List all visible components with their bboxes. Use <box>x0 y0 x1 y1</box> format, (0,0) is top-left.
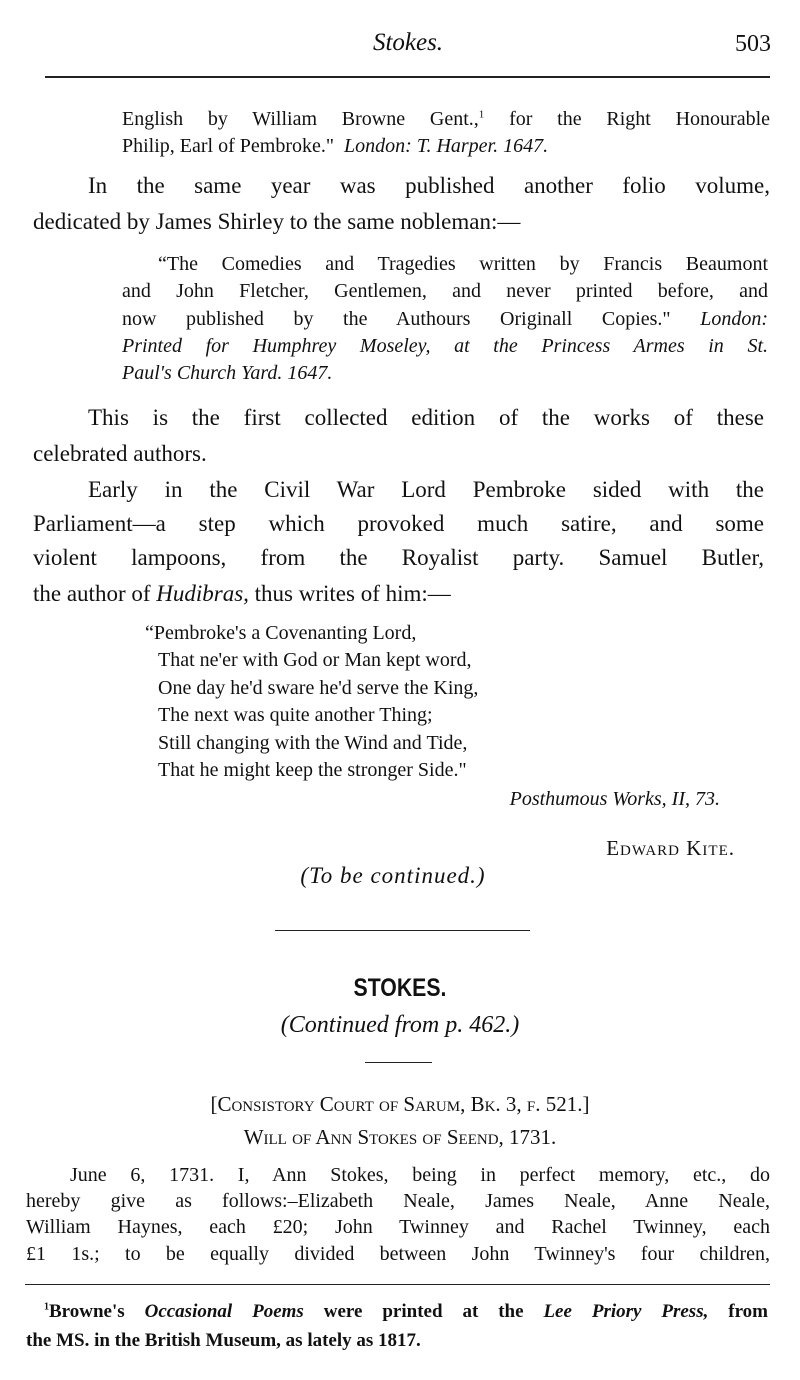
quote-line: “The Comedies and Tragedies written by Francis Beaumont <box>158 253 768 275</box>
quote-line <box>122 309 768 329</box>
will-line: William Haynes, each £20; John Twinney and Rachel Twinney, each <box>26 1216 770 1238</box>
will-line: June 6, 1731. I, Ann Stokes, being in perfect memory, etc., do <box>70 1164 770 1186</box>
paragraph-line: celebrated authors. <box>33 441 207 466</box>
footnote-ref[interactable]: 1 <box>478 108 485 121</box>
text: thus writes of him:— <box>254 581 451 606</box>
poem-line: One day he'd sware he'd serve the King, <box>158 677 479 699</box>
footnote-mark: 1 <box>44 1301 49 1313</box>
text: were printed at the <box>323 1301 524 1322</box>
short-rule <box>365 1062 432 1063</box>
paragraph-line: Early in the Civil War Lord Pembroke sided with the <box>88 477 764 502</box>
footnote-line: the MS. in the British Museum, as lately as 1817. <box>26 1330 421 1351</box>
will-title: Will of Ann Stokes of Seend, 1731. <box>243 1125 557 1149</box>
imprint: Printed for Humphrey Moseley, at the Princess Armes in St. <box>122 335 768 357</box>
text: English by William Browne Gent., <box>122 108 479 130</box>
citation: [Consistory Court of Sarum, Bk. 3, f. 521.] <box>210 1092 590 1116</box>
running-title: Stokes. <box>372 29 444 56</box>
text: Philip, Earl of Pembroke." <box>122 135 335 157</box>
paragraph-line <box>33 582 451 605</box>
to-be-continued: (To be continued.) <box>300 863 486 888</box>
quote-line <box>122 336 768 356</box>
imprint: London: T. Harper. 1647. <box>344 135 549 157</box>
paragraph-line: violent lampoons, from the Royalist party. Samuel Butler, <box>33 545 764 570</box>
imprint: Paul's Church Yard. 1647. <box>122 362 333 384</box>
press-name: Lee Priory Press, <box>543 1301 709 1322</box>
poem-line: That he might keep the stronger Side." <box>158 759 467 781</box>
author-signature: Edward Kite. <box>606 836 735 860</box>
poem-line: “Pembroke's a Covenanting Lord, <box>145 622 417 644</box>
poem-line: The next was quite another Thing; <box>158 704 433 726</box>
paragraph-line: dedicated by James Shirley to the same nobleman:— <box>33 209 521 234</box>
poem-line: Still changing with the Wind and Tide, <box>158 732 468 754</box>
paragraph-line: Parliament—a step which provoked much satire, and some <box>33 511 764 536</box>
book-title: Occasional Poems <box>144 1301 304 1322</box>
text: Browne's <box>49 1301 125 1322</box>
section-title: STOKES. <box>353 974 447 1002</box>
will-line: £1 1s.; to be equally divided between John Twinney's four children, <box>26 1243 770 1265</box>
poem-line: That ne'er with God or Man kept word, <box>158 649 472 671</box>
quote-line: and John Fletcher, Gentlemen, and never printed before, and <box>122 280 768 302</box>
section-subtitle: (Continued from p. 462.) <box>280 1012 520 1038</box>
poem-source: Posthumous Works, II, 73. <box>509 788 720 810</box>
text: now published by the Authours Originall Copies." <box>122 308 671 330</box>
book-title: Hudibras, <box>156 581 249 606</box>
paragraph-line: This is the first collected edition of the works of these <box>88 405 764 430</box>
section-divider <box>275 930 530 931</box>
footnote-rule <box>25 1284 770 1285</box>
text: from <box>728 1301 769 1322</box>
quote-line <box>122 363 332 383</box>
paragraph-line: In the same year was published another folio volume, <box>88 173 770 198</box>
will-line: hereby give as follows:–Elizabeth Neale, James Neale, Anne Neale, <box>26 1190 770 1212</box>
imprint: London: <box>700 308 769 330</box>
text: for the Right Honourable <box>509 108 771 130</box>
header-rule <box>45 76 770 78</box>
text: the author of <box>33 581 151 606</box>
page-number: 503 <box>735 31 771 57</box>
